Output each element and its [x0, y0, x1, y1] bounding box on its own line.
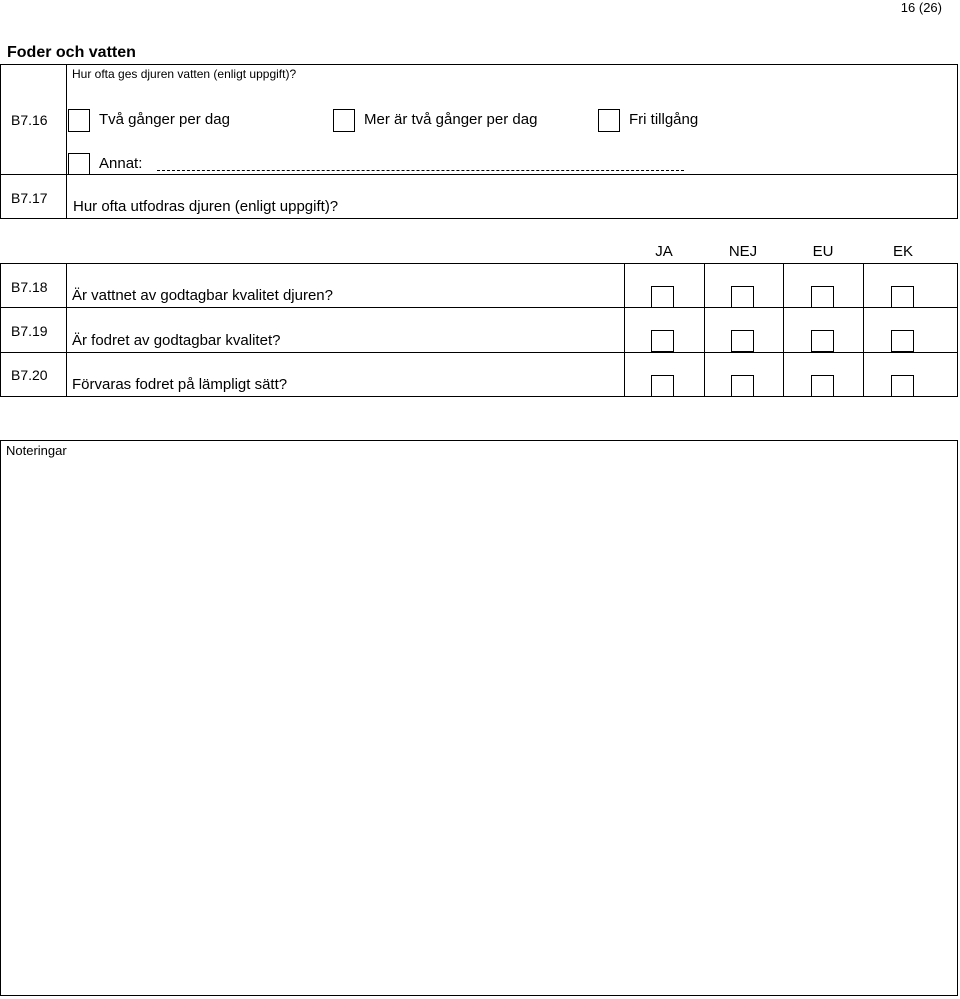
question-b720: Förvaras fodret på lämpligt sätt?: [72, 376, 288, 393]
checkbox-b720-ja[interactable]: [651, 375, 674, 397]
code-b716: B7.16: [11, 112, 48, 128]
page-number: 16 (26): [900, 0, 942, 15]
code-b717: B7.17: [11, 190, 48, 206]
checkbox-free-access[interactable]: [598, 109, 620, 132]
question-b719: Är fodret av godtagbar kvalitet?: [72, 332, 281, 349]
option-other-label: Annat:: [99, 155, 143, 172]
code-b720: B7.20: [11, 367, 48, 383]
notes-box[interactable]: [0, 440, 958, 996]
checkbox-b718-ja[interactable]: [651, 286, 674, 308]
checkbox-b720-eu[interactable]: [811, 375, 834, 397]
option-two-per-day: Två gånger per dag: [99, 111, 230, 128]
option-free-access: Fri tillgång: [629, 111, 699, 128]
checkbox-more-than-two[interactable]: [333, 109, 355, 132]
other-input-line[interactable]: [157, 170, 684, 171]
checkbox-b719-eu[interactable]: [811, 330, 834, 352]
checkbox-b719-ja[interactable]: [651, 330, 674, 352]
header-nej: NEJ: [728, 243, 758, 260]
checkbox-b720-nej[interactable]: [731, 375, 754, 397]
checkbox-b718-nej[interactable]: [731, 286, 754, 308]
header-eu: EU: [812, 243, 834, 260]
checkbox-other[interactable]: [68, 153, 90, 175]
header-ja: JA: [655, 243, 673, 260]
code-b718: B7.18: [11, 279, 48, 295]
feeding-question: Hur ofta utfodras djuren (enligt uppgift)?: [73, 198, 339, 215]
question-b718: Är vattnet av godtagbar kvalitet djuren?: [72, 287, 333, 304]
checkbox-b718-eu[interactable]: [811, 286, 834, 308]
checkbox-two-per-day[interactable]: [68, 109, 90, 132]
checkbox-b720-ek[interactable]: [891, 375, 914, 397]
code-b719: B7.19: [11, 323, 48, 339]
water-question: Hur ofta ges djuren vatten (enligt uppgift)?: [72, 67, 297, 81]
checkbox-b718-ek[interactable]: [891, 286, 914, 308]
checkbox-b719-nej[interactable]: [731, 330, 754, 352]
section-title: Foder och vatten: [7, 44, 136, 61]
option-more-than-two: Mer är två gånger per dag: [364, 111, 538, 128]
notes-label: Noteringar: [6, 443, 67, 458]
checkbox-b719-ek[interactable]: [891, 330, 914, 352]
header-ek: EK: [892, 243, 914, 260]
